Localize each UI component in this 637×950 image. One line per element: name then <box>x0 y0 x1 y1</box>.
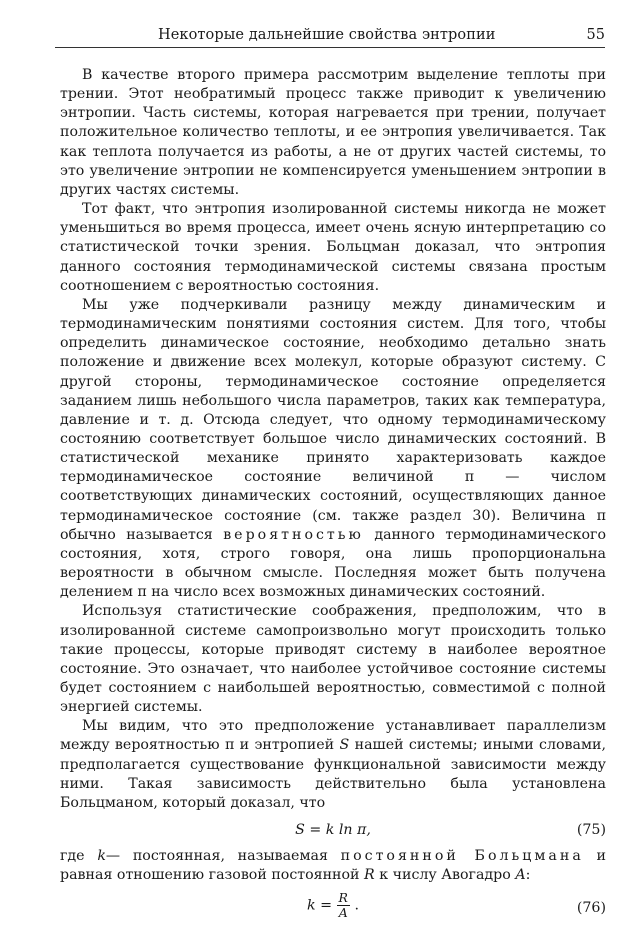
paragraph-3-text: Мы уже подчеркивали разницу между динамическим и термодинамическим понятиями состояния систем. Для того, чтобы определить динамическое состояние, необходимо детально знать положение и движение всех молекул, которые образуют систему. С другой стороны, термодинамическое состояние определяется заданием лишь небольшого числа параметров, таких как температура, давление и т. д. Отсюда следует, что одному термодинамическому состоянию соответствует большое число динамических состояний. В статистической механике принято характеризовать каждое термодинамическое состояние величиной π — числом соответствующих динамических состояний, осуществляющих данное термодинамическое состояние (см. также раздел 30). Величина π обычно называется <box>60 296 606 543</box>
spaced-term-probability: вероятностью <box>223 526 364 543</box>
fraction-numerator: R <box>338 890 348 906</box>
paragraph-3 <box>60 296 606 603</box>
page-body <box>60 66 606 929</box>
paragraph-2: Тот факт, что энтропия изолированной системы никогда не может уменьшиться во время процесса, имеет очень ясную интерпретацию со статистической точки зрения. Больцман доказал, что энтропия данного состояния термодинамической системы связана простым соотношением с вероятностью состояния. <box>60 201 606 294</box>
after-75-end: и равная отношению газовой постоянной <box>60 848 606 884</box>
running-header <box>55 27 605 48</box>
equation-75-expr: S = k ln π, <box>295 822 371 839</box>
equation-76 <box>60 885 606 929</box>
paragraph-5-text: Мы видим, что это предположение устанавливает параллелизм между вероятностью π и энтропией <box>60 718 606 754</box>
paragraph-4: Используя статистические соображения, предположим, что в изолированной системе самопроизвольно могут происходить только такие процессы, которые приводят систему в наиболее вероятное состояние. Это означает, что наиболее устойчивое состояние системы будет состоянием с наибольшей вероятностью, совместимой с полной энергией системы. <box>60 603 606 716</box>
symbol-avogadro: A <box>515 867 526 884</box>
equation-75-number: (75) <box>576 822 606 839</box>
symbol-entropy: S <box>339 737 350 754</box>
symbol-gas-constant: R <box>364 867 375 884</box>
spaced-term-boltzmann: постоянной Больцмана <box>340 848 584 865</box>
equation-76-lhs: k = <box>307 897 333 914</box>
chapter-title: Некоторые дальнейшие свойства энтропии <box>158 27 496 43</box>
paragraph-5 <box>60 717 606 813</box>
equation-76-fraction <box>337 891 350 920</box>
paragraph-6: где k— постоянная, называемая постоянной Больцмана и равная отношению газовой постоянной R к числу Авогадро A: <box>60 848 606 884</box>
equation-76-tail: . <box>354 897 359 914</box>
after-75-end2: к числу Авогадро <box>379 867 511 884</box>
fraction-denominator: A <box>338 905 348 921</box>
equation-75 <box>60 813 606 847</box>
paragraph-3-tail: данного термодинамического состояния, хотя, строго говоря, она лишь пропорциональна вероятности в обычном смысле. Последняя может быть получена делением π на число всех возможных динамических состояний. <box>60 526 607 601</box>
after-75-middle: — постоянная, называемая <box>105 848 328 865</box>
symbol-k: k <box>97 848 106 865</box>
equation-76-number: (76) <box>576 900 606 917</box>
equation-76-expr <box>60 891 606 920</box>
paragraph-5-tail: нашей системы; иными словами, предполагается существование функциональной зависимости между ними. Такая зависимость действительно была установлена Больцманом, который доказал, что <box>60 737 607 811</box>
page-number: 55 <box>586 27 605 43</box>
paragraph-1: В качестве второго примера рассмотрим выделение теплоты при трении. Этот необратимый процесс также приводит к увеличению энтропии. Часть системы, которая нагревается при трении, получает положительное количество теплоты, и ее энтропия увеличивается. Так как теплота получается из работы, а не от других частей системы, то это увеличение энтропии не компенсируется уменьшением энтропии в других частях системы. <box>60 67 606 198</box>
after-75-start: где <box>60 848 85 865</box>
